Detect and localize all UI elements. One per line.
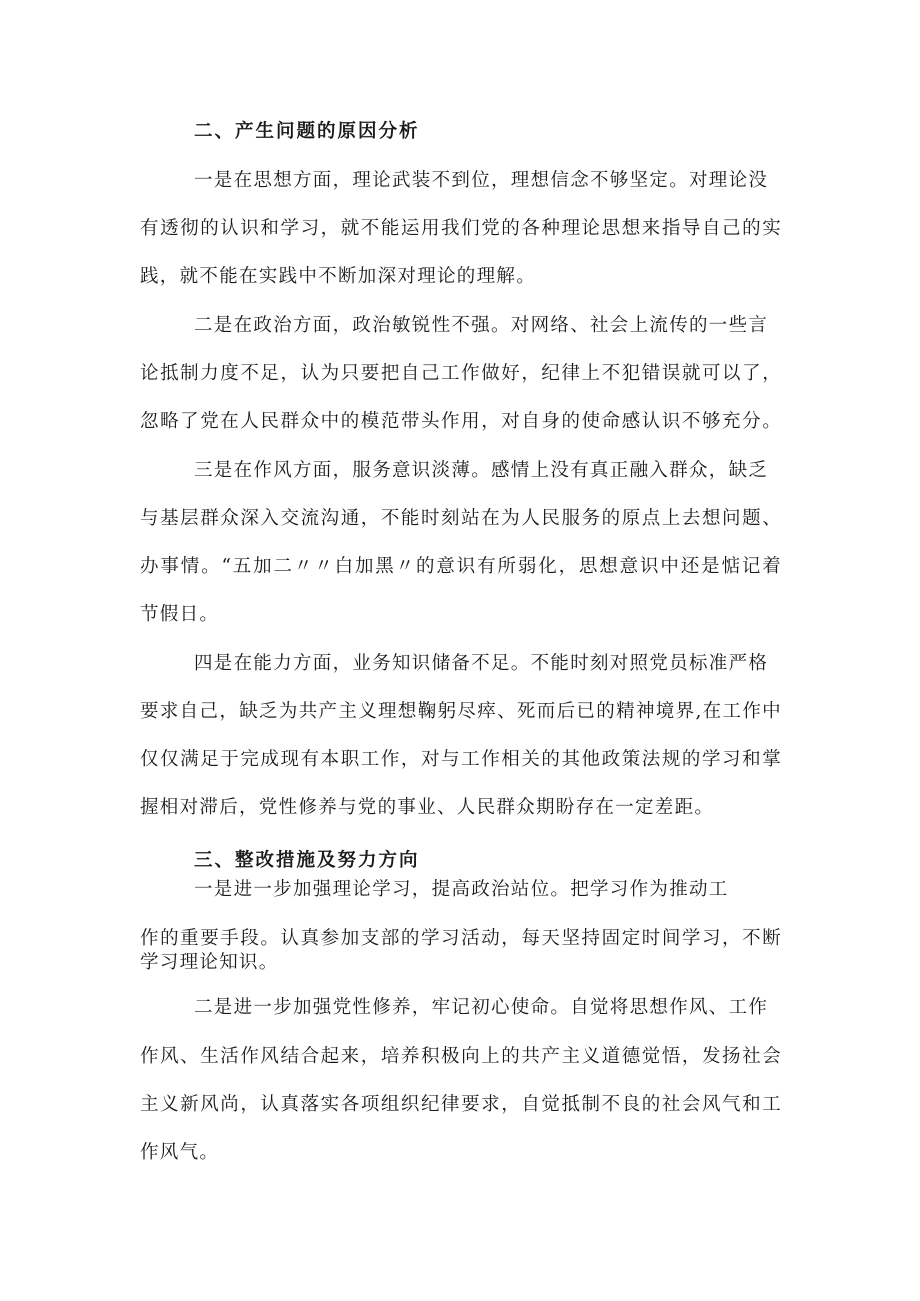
paragraph-line: 忽略了党在人民群众中的模范带头作用，对自身的使命感认识不够充分。	[140, 411, 782, 432]
paragraph-line: 与基层群众深入交流沟通，不能时刻站在为人民服务的原点上去想问题、	[140, 508, 782, 529]
section-heading-causes: 二、产生问题的原因分析	[194, 121, 420, 142]
paragraph-line: 主义新风尚，认真落实各项组织纪律要求，自觉抵制不良的社会风气和工	[140, 1094, 782, 1115]
paragraph-line: 办事情。“五加二〃〃白加黑〃的意识有所弱化，思想意识中还是惦记着	[140, 556, 782, 577]
paragraph-line: 握相对滞后，党性修养与党的事业、人民群众期盼存在一定差距。	[140, 797, 715, 818]
paragraph-line: 一是进一步加强理论学习，提高政治站位。把学习作为推动工	[194, 879, 729, 900]
paragraph-line: 四是在能力方面，业务知识储备不足。不能时刻对照党员标准严格	[194, 653, 769, 674]
paragraph-line: 践，就不能在实践中不断加深对理论的理解。	[140, 266, 537, 287]
paragraph-line: 节假日。	[140, 604, 220, 625]
section-heading-measures: 三、整改措施及努力方向	[194, 850, 420, 871]
paragraph-line: 有透彻的认识和学习，就不能运用我们党的各种理论思想来指导自己的实	[140, 218, 782, 239]
paragraph-line: 二是进一步加强党性修养，牢记初心使命。自觉将思想作风、工作	[194, 997, 769, 1018]
paragraph-line: 学习理论知识。	[140, 952, 279, 973]
paragraph-line: 作风气。	[140, 1142, 220, 1163]
paragraph-line: 二是在政治方面，政治敏锐性不强。对网络、社会上流传的一些言	[194, 315, 769, 336]
paragraph-line: 作风、生活作风结合起来，培养积极向上的共产主义道德觉悟，发扬社会	[140, 1046, 782, 1067]
paragraph-line: 论抵制力度不足，认为只要把自己工作做好，纪律上不犯错误就可以了，	[140, 363, 782, 384]
paragraph-line: 三是在作风方面，服务意识淡薄。感情上没有真正融入群众，缺乏	[194, 460, 769, 481]
paragraph-line: 一是在思想方面，理论武装不到位，理想信念不够坚定。对理论没	[194, 170, 769, 191]
paragraph-line: 要求自己，缺乏为共产主义理想鞠躬尽瘁、死而后已的精神境界,在工作中	[140, 701, 782, 722]
paragraph-line: 作的重要手段。认真参加支部的学习活动，每天坚持固定时间学习，不断	[140, 928, 782, 949]
paragraph-line: 仅仅满足于完成现有本职工作，对与工作相关的其他政策法规的学习和掌	[140, 749, 782, 770]
